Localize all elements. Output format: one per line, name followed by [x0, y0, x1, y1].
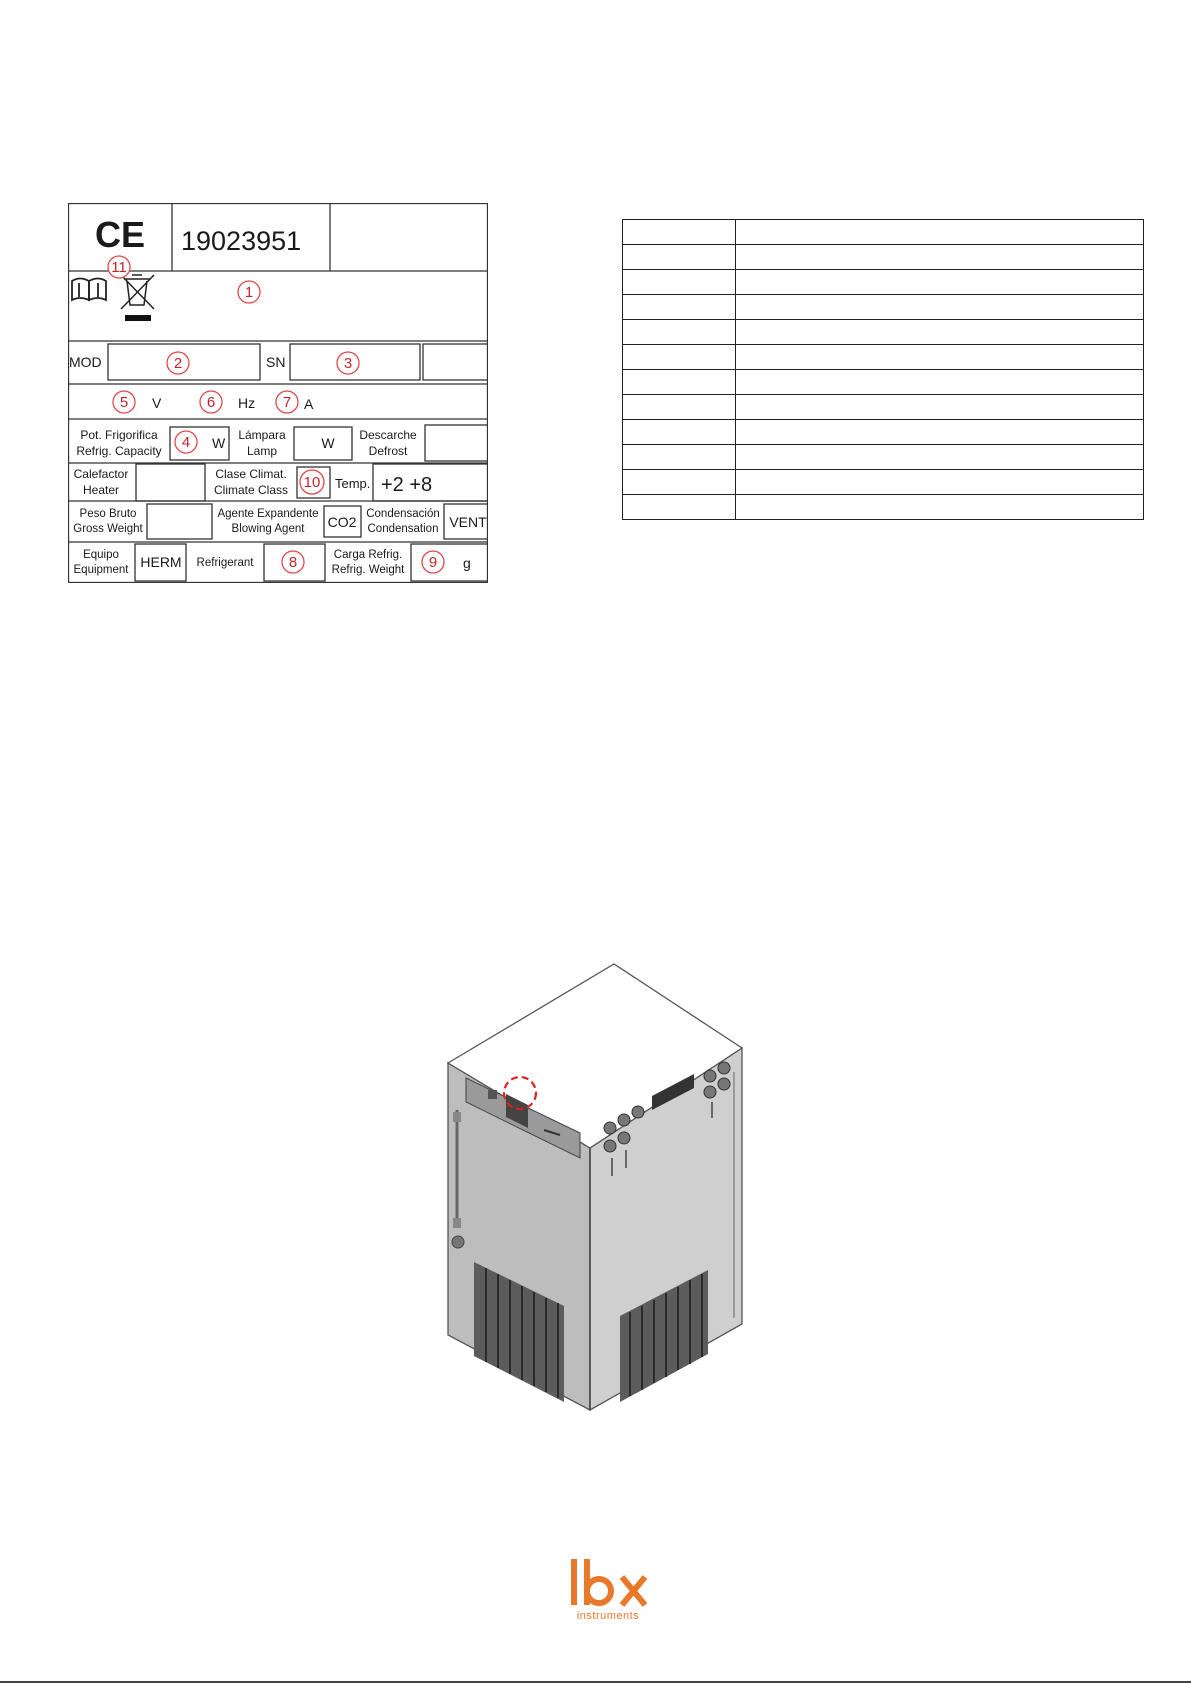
marker-2	[167, 352, 189, 374]
marker-7	[276, 391, 298, 413]
table-cell	[736, 345, 1144, 370]
table-cell	[736, 370, 1144, 395]
temp-label: Temp.	[335, 476, 371, 491]
equipment-label-en: Equipment	[73, 564, 129, 576]
svg-text:3: 3	[343, 355, 353, 372]
climate-class-label-es: Clase Climat.	[215, 467, 287, 481]
table-cell	[736, 220, 1144, 245]
table-cell	[736, 245, 1144, 270]
ce-mark: CE	[94, 214, 146, 255]
svg-text:5: 5	[119, 394, 129, 411]
rating-plate	[68, 203, 488, 583]
table-cell	[623, 495, 736, 520]
marker-5	[113, 391, 135, 413]
volt-unit: V	[152, 395, 162, 411]
amp-unit: A	[304, 396, 314, 412]
marker-8	[282, 551, 304, 573]
weee-bin-icon	[121, 275, 154, 321]
weight-unit: g	[463, 555, 471, 571]
climate-class-label-en: Climate Class	[213, 483, 289, 497]
unit-drawing	[444, 962, 746, 1412]
hertz-unit: Hz	[238, 395, 256, 411]
table-row	[623, 370, 1144, 395]
svg-text:6: 6	[206, 394, 216, 411]
logo-subtext: instruments	[576, 1610, 640, 1622]
svg-text:1: 1	[244, 284, 254, 301]
table-row	[623, 445, 1144, 470]
lamp-label-en: Lamp	[246, 444, 278, 458]
footer-divider	[0, 1681, 1191, 1683]
heater-label-en: Heater	[82, 483, 120, 497]
condensation-label-en: Condensation	[367, 523, 439, 535]
temp-value: +2 +8	[381, 474, 433, 496]
svg-text:9: 9	[428, 554, 438, 571]
table-cell	[736, 295, 1144, 320]
blowing-agent-label-en: Blowing Agent	[231, 523, 305, 535]
blowing-agent-value: CO2	[327, 514, 357, 530]
heater-label-es: Calefactor	[73, 467, 129, 481]
condensation-label-es: Condensación	[366, 508, 440, 520]
svg-text:7: 7	[282, 394, 292, 411]
marker-4	[175, 431, 197, 453]
table-cell	[623, 395, 736, 420]
lbx-logo	[565, 1557, 651, 1623]
table-cell	[623, 470, 736, 495]
equipment-value: HERM	[140, 554, 182, 570]
table-cell	[736, 420, 1144, 445]
svg-text:4: 4	[181, 434, 191, 451]
marker-3	[337, 352, 359, 374]
svg-text:8: 8	[288, 554, 298, 571]
lamp-label-es: Lámpara	[238, 428, 286, 442]
table-cell	[623, 220, 736, 245]
refrig-capacity-label-es: Pot. Frigorifica	[80, 428, 158, 442]
capacity-unit: W	[212, 435, 226, 451]
table-cell	[623, 420, 736, 445]
table-cell	[623, 370, 736, 395]
marker-10	[300, 470, 324, 494]
table-row	[623, 220, 1144, 245]
sn-label: SN	[266, 354, 286, 370]
equipment-label-es: Equipo	[83, 549, 119, 561]
table-cell	[736, 470, 1144, 495]
refrig-weight-label-es: Carga Refrig.	[333, 549, 403, 561]
marker-6	[200, 391, 222, 413]
refrig-weight-label-en: Refrig. Weight	[331, 564, 405, 576]
table-cell	[623, 320, 736, 345]
table-cell	[736, 445, 1144, 470]
defrost-label-es: Descarche	[359, 428, 417, 442]
table-row	[623, 470, 1144, 495]
condensation-value: VENT	[449, 514, 487, 530]
blowing-agent-label-es: Agente Expandente	[217, 508, 319, 520]
mod-label: MOD	[69, 354, 102, 370]
svg-text:2: 2	[173, 355, 183, 372]
table-row	[623, 320, 1144, 345]
table-row	[623, 245, 1144, 270]
table-row	[623, 270, 1144, 295]
table-row	[623, 295, 1144, 320]
svg-text:11: 11	[111, 259, 127, 276]
refrig-capacity-label-en: Refrig. Capacity	[76, 444, 162, 458]
gross-weight-label-es: Peso Bruto	[79, 508, 137, 520]
table-cell	[736, 320, 1144, 345]
lamp-unit: W	[321, 435, 335, 451]
manual-icon	[72, 279, 106, 301]
refrigerant-label: Refrigerant	[196, 557, 254, 569]
table-cell	[623, 270, 736, 295]
marker-9	[422, 551, 444, 573]
marker-1	[238, 281, 260, 303]
svg-text:10: 10	[303, 474, 321, 491]
part-number: 19023951	[181, 226, 302, 256]
table-cell	[736, 395, 1144, 420]
legend-table	[622, 219, 1144, 520]
table-row	[623, 420, 1144, 445]
table-row	[623, 345, 1144, 370]
table-cell	[623, 245, 736, 270]
marker-11	[108, 256, 130, 278]
table-cell	[623, 445, 736, 470]
gross-weight-label-en: Gross Weight	[73, 523, 143, 535]
table-cell	[736, 270, 1144, 295]
table-cell	[623, 295, 736, 320]
defrost-label-en: Defrost	[368, 444, 408, 458]
table-cell	[623, 345, 736, 370]
table-row	[623, 495, 1144, 520]
table-row	[623, 395, 1144, 420]
table-cell	[736, 495, 1144, 520]
